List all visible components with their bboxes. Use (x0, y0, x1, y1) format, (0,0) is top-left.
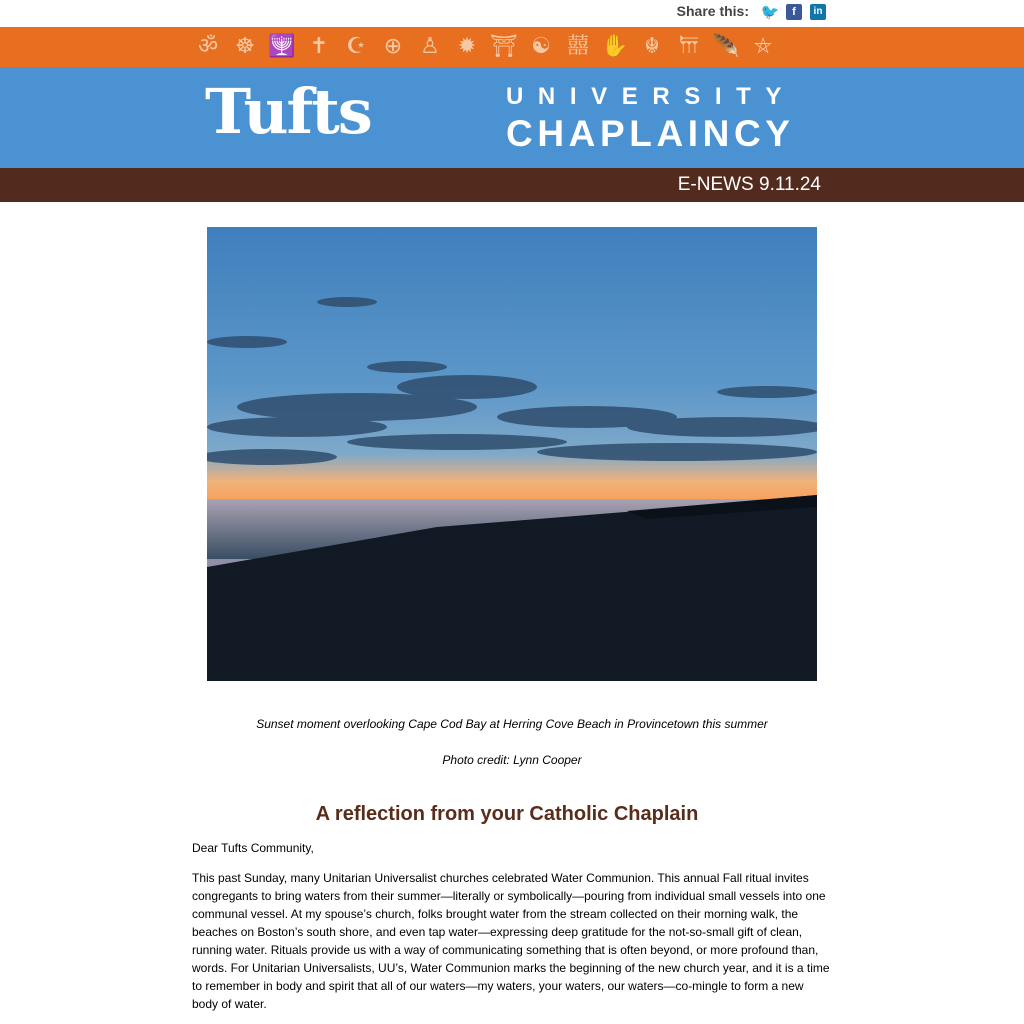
hamsa-icon: ✋ (601, 34, 629, 59)
figure-icon: ♙ (420, 34, 440, 59)
tufts-logo: Tufts (205, 75, 371, 148)
article-greeting: Dear Tufts Community, (192, 841, 314, 855)
faith-symbols (193, 27, 778, 67)
brand-line-chaplaincy: CHAPLAINCY (506, 113, 795, 154)
share-label: Share this: (676, 3, 749, 19)
photo-credit: Photo credit: Lynn Cooper (442, 753, 582, 767)
cross-icon: ✝ (309, 34, 329, 59)
issue-date: E-NEWS 9.11.24 (677, 174, 821, 195)
dharma-wheel-icon: ☸ (235, 34, 255, 59)
yin-yang-icon: ☯ (531, 34, 551, 59)
issue-bar (0, 168, 1024, 202)
faravahar-icon: 𐎠 (679, 34, 699, 59)
om-icon: ॐ (197, 34, 219, 59)
sunset-image (207, 227, 817, 681)
circle-cross-icon: ⊕ (383, 34, 403, 59)
menorah-icon: 🕎 (268, 34, 296, 59)
facebook-icon[interactable]: f (786, 4, 802, 20)
brand-header (0, 67, 1024, 168)
feather-icon: 🪶 (712, 34, 740, 59)
khanda-icon: ☬ (644, 34, 660, 59)
article-headline: A reflection from your Catholic Chaplain (315, 803, 699, 825)
chinese-character-icon: 囍 (566, 34, 589, 59)
pentacle-icon: ⛤ (754, 34, 772, 59)
twitter-icon[interactable]: 🐦 (760, 3, 780, 21)
sunset-photo (207, 227, 817, 681)
faith-symbols-bar (0, 27, 1024, 67)
crescent-star-icon: ☪ (346, 34, 366, 59)
article-paragraph: This past Sunday, many Unitarian Universalist churches celebrated Water Communion. This annual Fall ritual invites congregants to bring waters from their summer—literally or symbolically—pouring from individual small vessels into one communal vessel. At my spouse’s church, folks brought water from the stream collected on their morning walk, the beaches on Boston’s south shore, and even tap water—expressing deep gratitude for the not-so-small gift of clean, running water. Rituals provide us with a way of communicating something that is often beyond, or more profound than, words. For Unitarian Universalists, UU’s, Water Communion marks the beginning of the new church year, and it is a time to remember in body and spirit that all of our waters—my waters, your waters, our waters—co-mingle to form a new body of water. (192, 871, 830, 1011)
share-icons (762, 4, 826, 20)
linkedin-icon[interactable]: in (810, 4, 826, 20)
sun-icon: ✹ (457, 34, 477, 59)
photo-caption: Sunset moment overlooking Cape Cod Bay at Herring Cove Beach in Provincetown this summer (256, 717, 768, 731)
share-bar (0, 0, 1024, 27)
torii-icon: ⛩ (490, 34, 518, 59)
brand-line-university: UNIVERSITY (506, 83, 797, 110)
